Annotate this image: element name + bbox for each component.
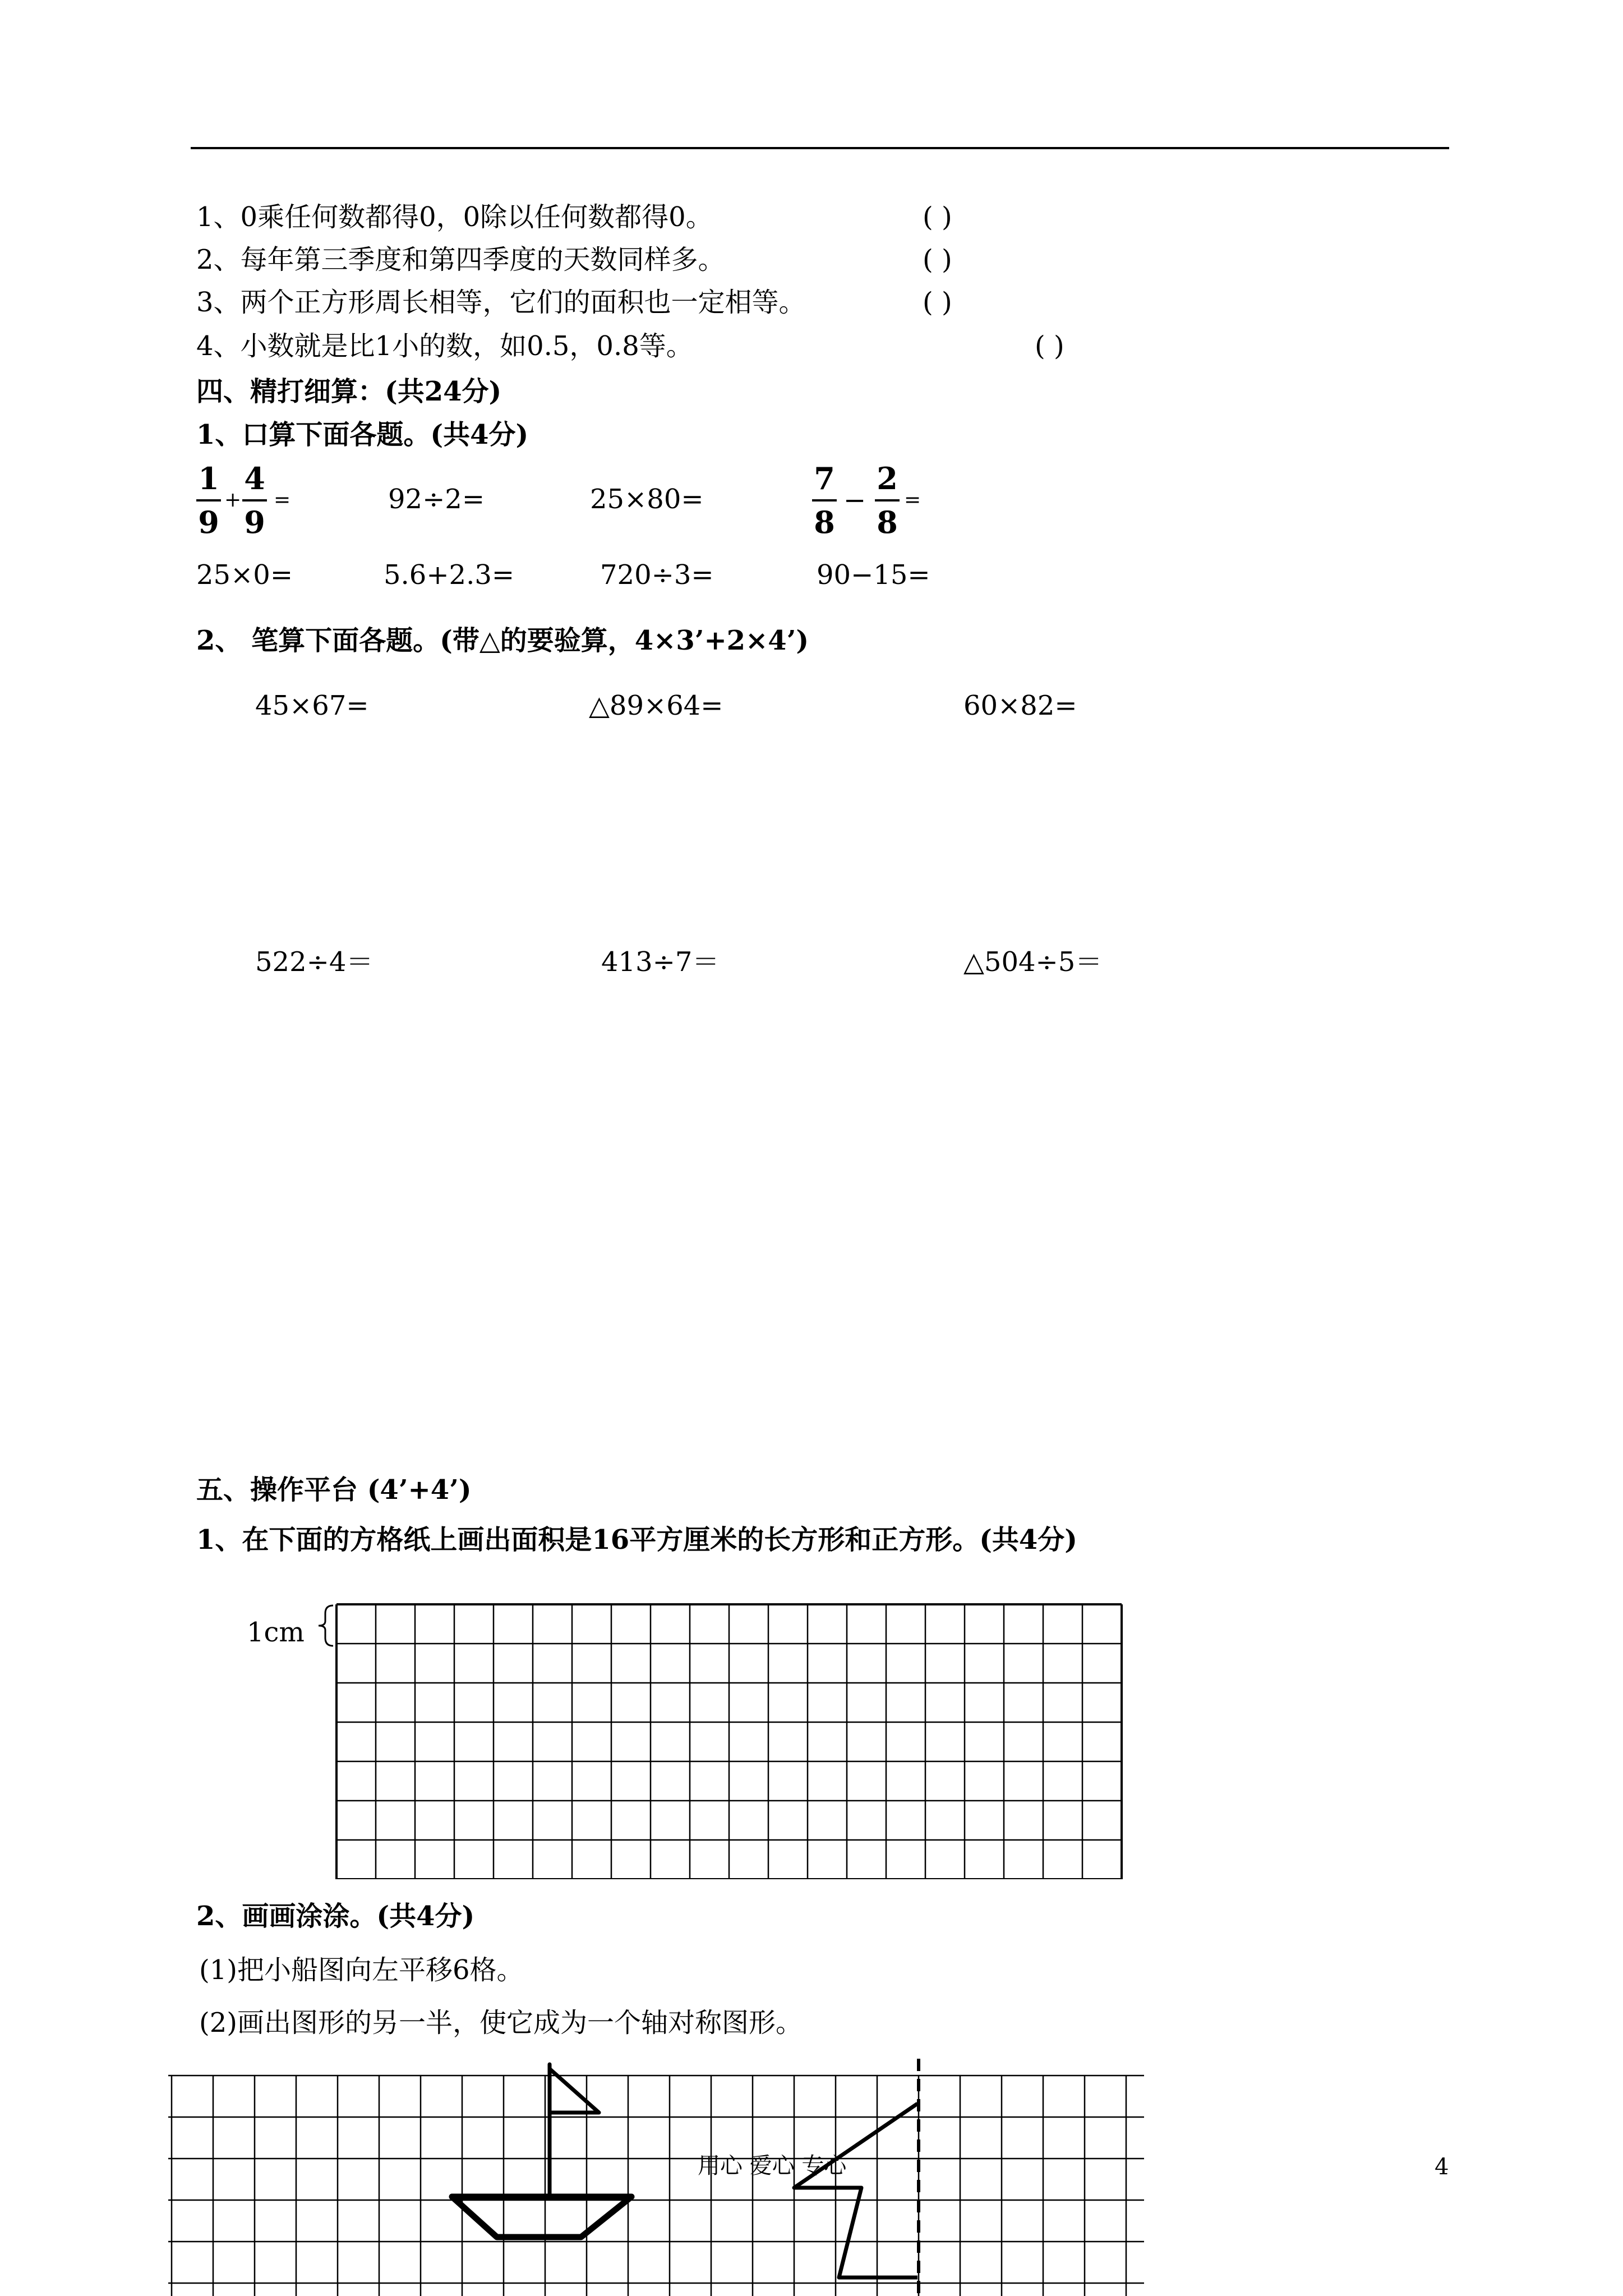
- q1-title: 1、在下面的方格纸上画出面积是16平方厘米的长方形和正方形。(共4分): [196, 1524, 1078, 1556]
- section-4-title: 四、精打细算：(共24分): [196, 376, 502, 407]
- answer-bracket-1[interactable]: ( ): [923, 201, 952, 233]
- q2-title: 2、画画涂涂。(共4分): [196, 1901, 475, 1932]
- page-number: 4: [1435, 2154, 1449, 2180]
- judge-item-1: 1、0乘任何数都得0，0除以任何数都得0。: [196, 201, 713, 233]
- q2-part-2: (2)画出图形的另一半，使它成为一个轴对称图形。: [199, 2007, 803, 2039]
- judge-item-4: 4、小数就是比1小的数，如0.5，0.8等。: [196, 330, 693, 362]
- oral-problem-7: 720÷3=: [600, 559, 714, 591]
- half-shape-figure: [794, 2104, 917, 2277]
- denominator: 9: [244, 504, 265, 540]
- grid-unit-label: 1cm: [247, 1617, 305, 1648]
- written-problem-2: △89×64=: [589, 690, 723, 721]
- written-problem-4: 522÷4＝: [255, 946, 374, 978]
- grid-paper-1[interactable]: [335, 1603, 1127, 1879]
- judge-item-2: 2、每年第三季度和第四季度的天数同样多。: [196, 244, 725, 275]
- oral-title: 1、口算下面各题。(共4分): [196, 419, 529, 450]
- unit-brace-icon: [314, 1603, 336, 1648]
- oral-problem-5: 25×0=: [196, 559, 293, 591]
- plus-sign: +: [224, 489, 242, 512]
- equals-sign: =: [274, 489, 291, 512]
- denominator: 8: [877, 504, 898, 540]
- written-problem-1: 45×67=: [255, 690, 369, 721]
- oral-problem-2: 92÷2=: [388, 484, 485, 515]
- grid-paper-2[interactable]: [168, 2059, 1144, 2296]
- written-title: 2、 笔算下面各题。(带△的要验算，4×3’+2×4’): [196, 625, 809, 656]
- fraction-bar: [812, 499, 837, 501]
- oral-problem-3: 25×80=: [590, 484, 704, 515]
- answer-bracket-3[interactable]: ( ): [923, 287, 952, 318]
- fraction-1-9: [196, 461, 221, 540]
- fraction-4-9: [242, 461, 267, 540]
- fraction-7-8: [812, 461, 837, 540]
- numerator: 4: [244, 461, 265, 496]
- answer-bracket-2[interactable]: ( ): [923, 244, 952, 275]
- written-problem-5: 413÷7＝: [601, 946, 720, 978]
- numerator: 7: [814, 461, 835, 496]
- minus-sign: −: [843, 485, 866, 516]
- judge-item-3: 3、两个正方形周长相等，它们的面积也一定相等。: [196, 287, 806, 318]
- oral-problem-6: 5.6+2.3=: [384, 559, 515, 591]
- header-rule: [191, 147, 1449, 149]
- equals-sign: =: [904, 489, 921, 512]
- written-problem-6: △504÷5＝: [963, 946, 1103, 978]
- numerator: 2: [877, 461, 898, 496]
- boat-figure: [452, 2064, 631, 2237]
- fraction-bar: [196, 499, 221, 501]
- oral-problem-8: 90−15=: [817, 559, 930, 591]
- denominator: 8: [814, 504, 835, 540]
- section-5-title: 五、操作平台 (4’+4’): [196, 1474, 472, 1506]
- q2-part-1: (1)把小船图向左平移6格。: [199, 1954, 524, 1986]
- denominator: 9: [198, 504, 219, 540]
- footer-motto: 用心 爱心 专心: [698, 2153, 847, 2179]
- fraction-bar: [875, 499, 900, 501]
- written-problem-3: 60×82=: [963, 690, 1077, 721]
- numerator: 1: [198, 461, 219, 496]
- fraction-2-8: [875, 461, 900, 540]
- fraction-bar: [242, 499, 267, 501]
- answer-bracket-4[interactable]: ( ): [1035, 330, 1064, 362]
